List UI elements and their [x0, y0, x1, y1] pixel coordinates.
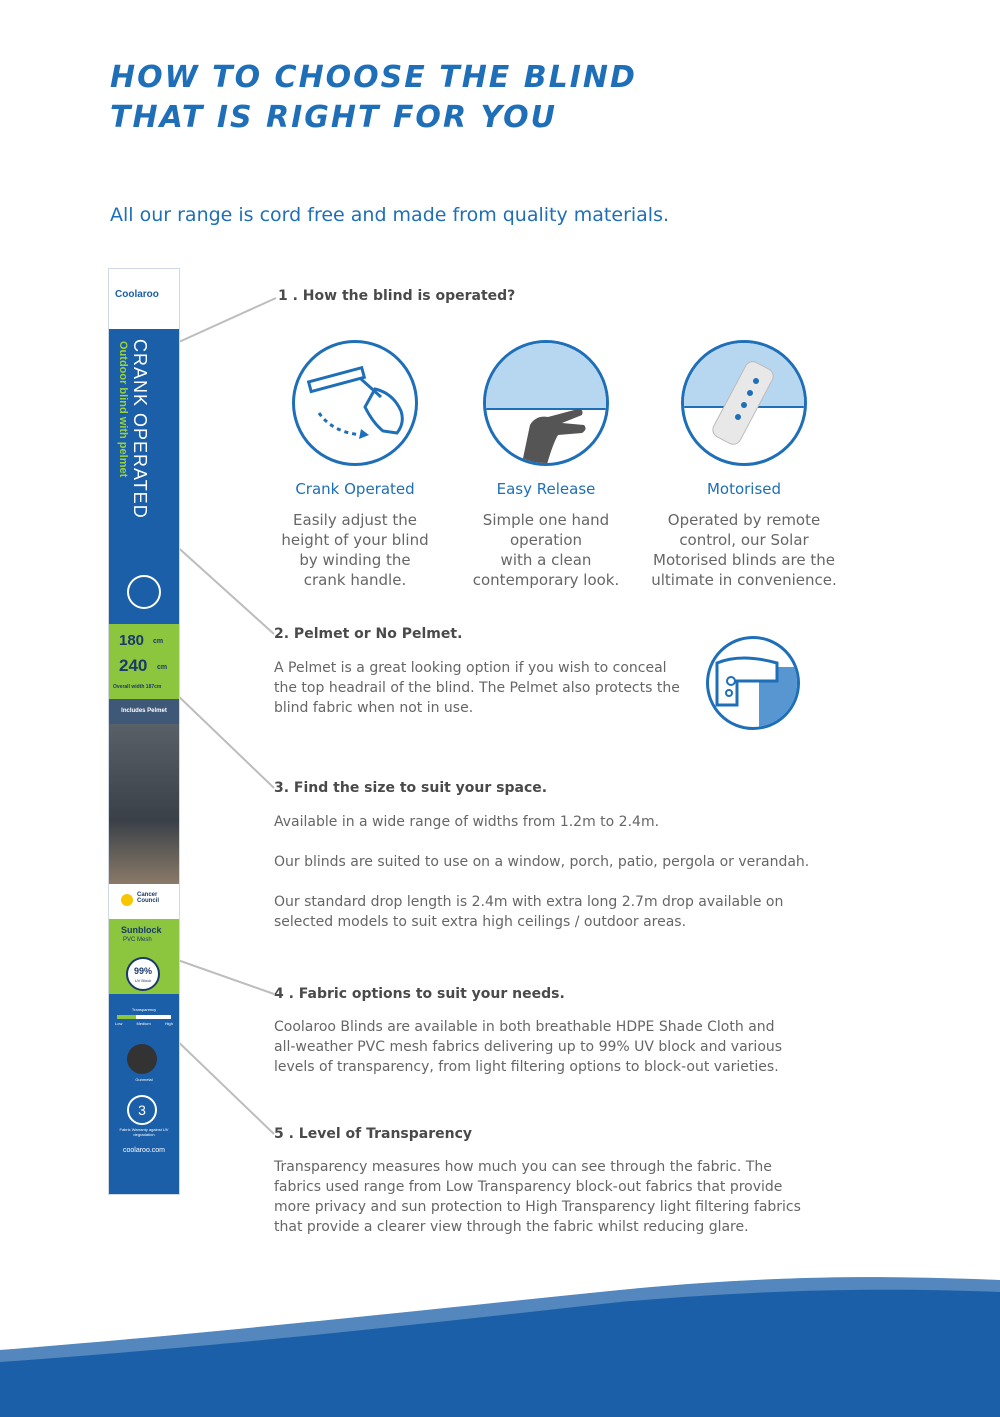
desc-line: Operated by remote [667, 511, 821, 529]
includes-pelmet-label: Includes Pelmet [109, 699, 179, 724]
text-line: more privacy and sun protection to High Transparency light filtering fabrics [274, 1199, 801, 1215]
fabric-colour: Gunmetal [135, 1077, 153, 1082]
option-description [260, 510, 450, 590]
pelmet-icon [706, 636, 800, 730]
transparency-level-medium: Medium [136, 1021, 151, 1026]
desc-line: Motorised blinds are the [653, 551, 835, 569]
product-photo [109, 724, 179, 884]
uv-block-badge [126, 957, 160, 991]
section-fabric-text [274, 1017, 834, 1077]
product-packaging [108, 268, 180, 1195]
packaging-top [109, 269, 179, 329]
desc-line: operation [509, 531, 583, 549]
text-line: Our standard drop length is 2.4m with extra long 2.7m drop available on [274, 894, 784, 910]
section-operation-heading: 1 . How the blind is operated? [278, 288, 516, 304]
option-motorised [644, 340, 844, 590]
desc-line: Simple one hand [482, 511, 610, 529]
product-subtitle: Outdoor blind with pelmet [117, 341, 129, 478]
text-line: Our blinds are suited to use on a window, porch, patio, pergola or verandah. [274, 854, 810, 870]
section-transparency-heading: 5 . Level of Transparency [274, 1126, 473, 1142]
hand-pull-icon [483, 340, 609, 466]
footer-wave [0, 1270, 1000, 1417]
fabric-swatch [127, 1044, 157, 1074]
desc-line: crank handle. [303, 571, 407, 589]
transparency-levels [115, 1021, 173, 1026]
option-description [451, 510, 641, 590]
section-transparency-text [274, 1157, 834, 1237]
warranty-text: Fabric Warranty against UV degradation [119, 1127, 169, 1137]
uv-value: 99% [133, 966, 152, 976]
option-label: Motorised [706, 480, 782, 498]
desc-line: control, our Solar [679, 531, 809, 549]
page-title-line-2: THAT IS RIGHT FOR YOU [110, 100, 557, 135]
transparency-level-low: Low [115, 1021, 123, 1026]
section-pelmet-text [274, 658, 694, 718]
option-crank-operated [260, 340, 450, 590]
size-paragraph [274, 852, 834, 872]
desc-line: by winding the [299, 551, 411, 569]
section-fabric-heading: 4 . Fabric options to suit your needs. [274, 986, 565, 1002]
remote-control-icon [681, 340, 807, 466]
text-line: Available in a wide range of widths from 1.2m to 2.4m. [274, 814, 660, 830]
coolaroo-logo: Coolaroo [115, 289, 159, 300]
transparency-level-high: High [164, 1021, 173, 1026]
fabric-type: PVC Mesh [123, 937, 152, 943]
partner-panel [109, 884, 179, 919]
option-label: Easy Release [496, 480, 596, 498]
desc-line: with a clean [500, 551, 592, 569]
fabric-name: Sunblock [121, 925, 162, 935]
section-pelmet-heading: 2. Pelmet or No Pelmet. [274, 626, 463, 642]
warranty-badge [127, 1095, 157, 1125]
desc-line: contemporary look. [472, 571, 620, 589]
transparency-scale-label: Transparency [131, 1007, 157, 1012]
warranty-years: 3 [138, 1102, 146, 1118]
option-easy-release [451, 340, 641, 590]
desc-line: ultimate in convenience. [651, 571, 837, 589]
section-size-heading: 3. Find the size to suit your space. [274, 780, 548, 796]
text-line: fabrics used range from Low Transparency block-out fabrics that provide [274, 1179, 783, 1195]
size-paragraph [274, 812, 834, 832]
text-line: Coolaroo Blinds are available in both breathable HDPE Shade Cloth and [274, 1019, 775, 1035]
transparency-scale [117, 1015, 171, 1019]
page-title-line-1: HOW TO CHOOSE THE BLIND [110, 60, 637, 95]
text-line: A Pelmet is a great looking option if you wish to conceal [274, 660, 667, 676]
product-name: CRANK OPERATED [130, 339, 150, 519]
text-line: Transparency measures how much you can see through the fabric. The [274, 1159, 772, 1175]
width-unit: cm [153, 638, 164, 645]
crank-handle-icon [292, 340, 418, 466]
uv-label: UV Block [134, 978, 152, 983]
text-line: the top headrail of the blind. The Pelmet also protects the [274, 680, 680, 696]
text-line: selected models to suit extra high ceilings / outdoor areas. [274, 914, 687, 930]
drop-unit: cm [157, 664, 168, 671]
intro-text: All our range is cord free and made from quality materials. [110, 204, 670, 226]
option-label: Crank Operated [295, 480, 415, 498]
cancer-council-logo: Cancer Council [137, 892, 159, 904]
text-line: blind fabric when not in use. [274, 700, 474, 716]
option-description [644, 510, 844, 590]
text-line: that provide a clearer view through the fabric whilst reducing glare. [274, 1219, 749, 1235]
size-panel [109, 624, 179, 699]
website-link[interactable]: coolaroo.com [122, 1147, 166, 1154]
daffodil-icon [121, 894, 133, 906]
size-paragraph [274, 892, 834, 932]
width-value: 180 [119, 632, 145, 649]
transparency-scale-fill [117, 1015, 136, 1019]
drop-value: 240 [119, 656, 148, 675]
overall-width: Overall width 187cm [113, 684, 162, 690]
text-line: all-weather PVC mesh fabrics delivering up to 99% UV block and various [274, 1039, 783, 1055]
crank-handle-icon [127, 575, 161, 609]
desc-line: Easily adjust the [293, 511, 417, 529]
desc-line: height of your blind [281, 531, 429, 549]
text-line: levels of transparency, from light filtering options to block-out varieties. [274, 1059, 779, 1075]
section-size-text [274, 812, 834, 952]
